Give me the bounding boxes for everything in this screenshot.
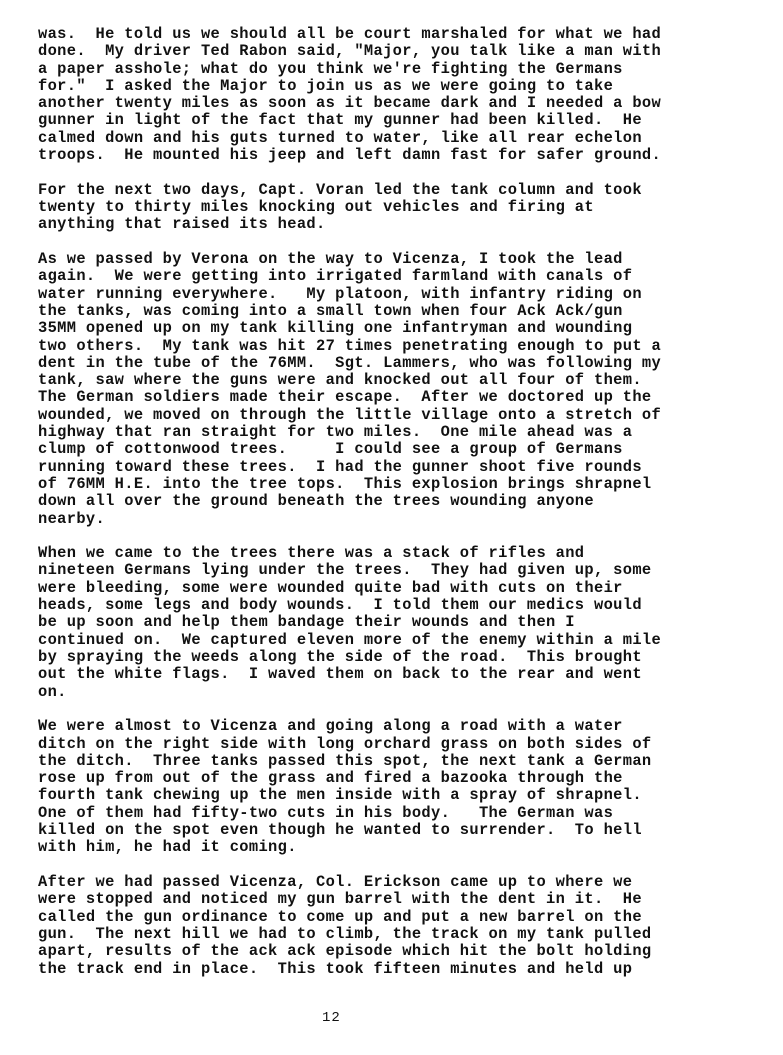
text-line: with him, he had it coming. [38, 839, 297, 857]
paragraph-gap [38, 234, 718, 251]
text-line: gunner in light of the fact that my gunner had been killed. He [38, 112, 642, 130]
text-line: another twenty miles as soon as it became dark and I needed a bow [38, 95, 662, 113]
text-line: was. He told us we should all be court marshaled for what we had [38, 26, 662, 43]
text-line: apart, results of the ack ack episode which hit the bolt holding [38, 943, 652, 961]
text-line: highway that ran straight for two miles. One mile ahead was a [38, 424, 633, 442]
paragraph-gap [38, 701, 718, 718]
text-line: When we came to the trees there was a stack of rifles and [38, 545, 585, 563]
text-line: We were almost to Vicenza and going along a road with a water [38, 718, 623, 736]
body-text [38, 26, 718, 978]
text-line: troops. He mounted his jeep and left damn fast for safer ground. [38, 147, 662, 165]
text-line: two others. My tank was hit 27 times penetrating enough to put a [38, 337, 662, 355]
text-line: rose up from out of the grass and fired a bazooka through the [38, 770, 623, 788]
text-line: nineteen Germans lying under the trees. They had given up, some [38, 562, 652, 580]
text-line: After we had passed Vicenza, Col. Erickson came up to where we [38, 874, 633, 892]
text-line: tank, saw where the guns were and knocked out all four of them. [38, 372, 642, 390]
paragraph-gap [38, 857, 718, 874]
text-line: water running everywhere. My platoon, with infantry riding on [38, 285, 642, 303]
text-line: on. [38, 683, 67, 701]
text-line: twenty to thirty miles knocking out vehicles and firing at [38, 199, 594, 217]
text-line: down all over the ground beneath the trees wounding anyone [38, 493, 594, 511]
text-line: were stopped and noticed my gun barrel with the dent in it. He [38, 891, 642, 909]
text-line: the track end in place. This took fifteen minutes and held up [38, 960, 633, 978]
text-line: nearby. [38, 510, 106, 528]
paragraph [38, 874, 718, 978]
text-line: wounded, we moved on through the little village onto a stretch of [38, 406, 662, 424]
text-line: heads, some legs and body wounds. I told them our medics would [38, 597, 642, 615]
paragraph [38, 182, 718, 234]
text-line: clump of cottonwood trees. I could see a group of Germans [38, 441, 623, 459]
text-line: of 76MM H.E. into the tree tops. This explosion brings shrapnel [38, 475, 652, 493]
text-line: ditch on the right side with long orchard grass on both sides of [38, 735, 652, 753]
paragraph [38, 26, 718, 164]
text-line: were bleeding, some were wounded quite bad with cuts on their [38, 579, 623, 597]
text-line: by spraying the weeds along the side of the road. This brought [38, 648, 642, 666]
paragraph [38, 545, 718, 701]
text-line: running toward these trees. I had the gunner shoot five rounds [38, 458, 642, 476]
text-line: calmed down and his guts turned to water, like all rear echelon [38, 129, 642, 147]
text-line: The German soldiers made their escape. After we doctored up the [38, 389, 652, 407]
text-line: a paper asshole; what do you think we're fighting the Germans [38, 60, 623, 78]
text-line: again. We were getting into irrigated farmland with canals of [38, 268, 633, 286]
text-line: continued on. We captured eleven more of the enemy within a mile [38, 631, 662, 649]
text-line: fourth tank chewing up the men inside with a spray of shrapnel. [38, 787, 642, 805]
text-line: out the white flags. I waved them on back to the rear and went [38, 666, 642, 684]
text-line: the ditch. Three tanks passed this spot, the next tank a German [38, 752, 652, 770]
page-number: 12 [322, 1010, 341, 1026]
paragraph [38, 251, 718, 528]
text-line: gun. The next hill we had to climb, the track on my tank pulled [38, 925, 652, 943]
text-line: done. My driver Ted Rabon said, "Major, you talk like a man with [38, 43, 662, 61]
text-line: for." I asked the Major to join us as we were going to take [38, 77, 614, 95]
text-line: called the gun ordinance to come up and put a new barrel on the [38, 908, 642, 926]
text-line: be up soon and help them bandage their wounds and then I [38, 614, 575, 632]
text-line: For the next two days, Capt. Voran led the tank column and took [38, 181, 642, 199]
text-line: killed on the spot even though he wanted to surrender. To hell [38, 822, 642, 840]
text-line: 35MM opened up on my tank killing one infantryman and wounding [38, 320, 633, 338]
text-line: One of them had fifty-two cuts in his body. The German was [38, 804, 614, 822]
text-line: the tanks, was coming into a small town when four Ack Ack/gun [38, 302, 623, 320]
text-line: dent in the tube of the 76MM. Sgt. Lammers, who was following my [38, 354, 662, 372]
text-line: As we passed by Verona on the way to Vicenza, I took the lead [38, 251, 623, 269]
text-line: anything that raised its head. [38, 216, 326, 234]
paragraph-gap [38, 164, 718, 181]
paragraph-gap [38, 528, 718, 545]
paragraph [38, 718, 718, 856]
